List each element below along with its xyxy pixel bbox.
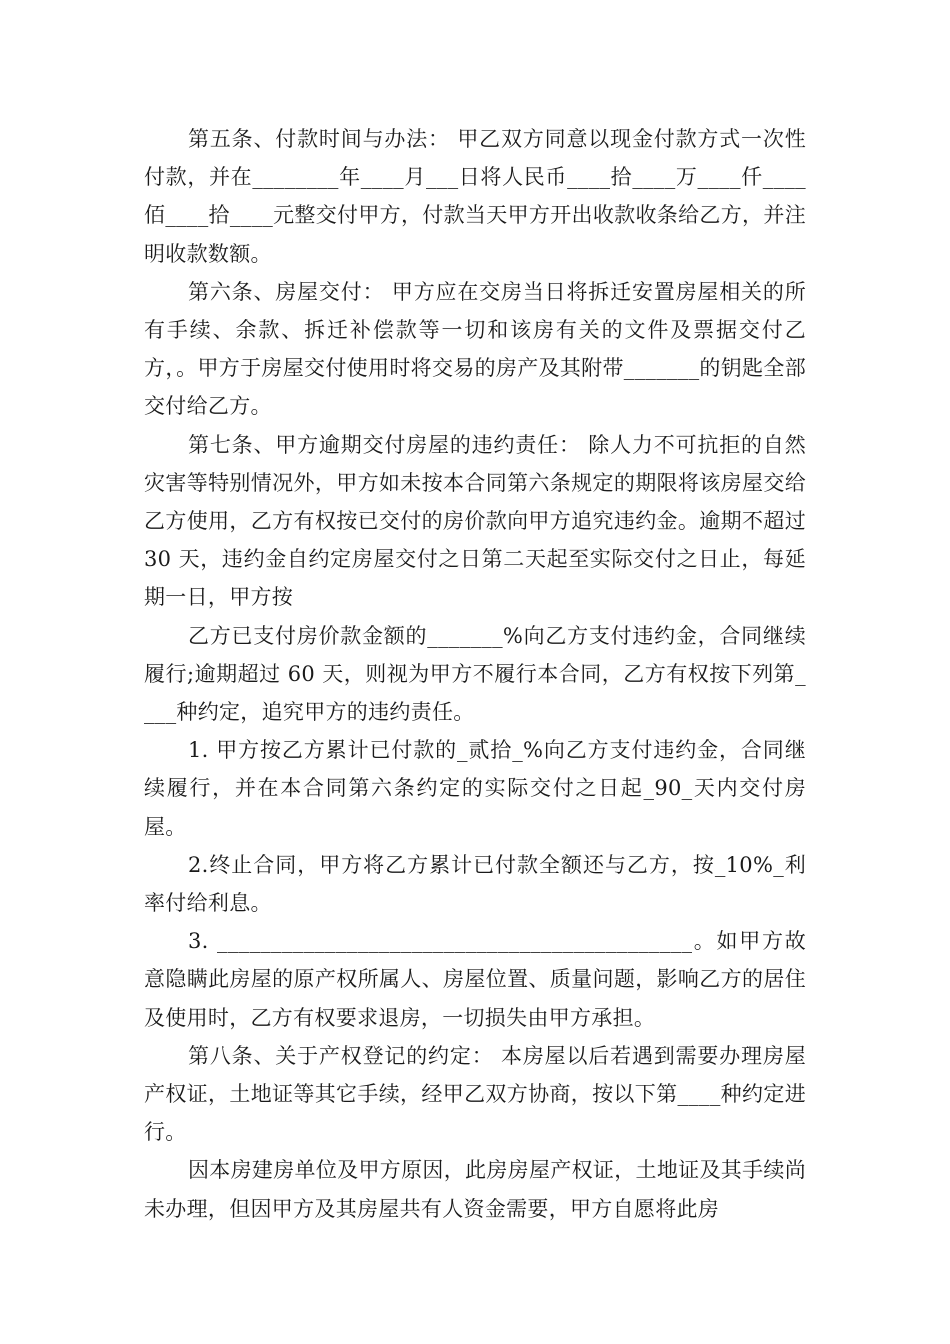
clause-7-penalty-continued: 乙方已支付房价款金额的_______%向乙方支付违约金，合同继续履行;逾期超过 60 天，则视为甲方不履行本合同，乙方有权按下列第____种约定，追究甲方的违约责任。 bbox=[144, 623, 806, 725]
clause-7-option-1: 1. 甲方按乙方累计已付款的_贰拾_%向乙方支付违约金，合同继续履行，并在本合同第六条约定的实际交付之日起_90_天内交付房屋。 bbox=[144, 738, 806, 839]
document-body bbox=[144, 120, 806, 1228]
clause-5-payment: 第五条、付款时间与办法： 甲乙双方同意以现金付款方式一次性付款，并在________年____月___日将人民币____拾____万____仟____佰____拾____元整交付甲方，付款当天甲方开出收款收条给乙方，并注明收款数额。 bbox=[144, 127, 806, 266]
clause-6-delivery: 第六条、房屋交付： 甲方应在交房当日将拆迁安置房屋相关的所有手续、余款、拆迁补偿款等一切和该房有关的文件及票据交付乙方，。甲方于房屋交付使用时将交易的房产及其附带_______的钥匙全部交付给乙方。 bbox=[144, 279, 806, 419]
clause-7-late-delivery: 第七条、甲方逾期交付房屋的违约责任： 除人力不可抗拒的自然灾害等特别情况外，甲方如未按本合同第六条规定的期限将该房屋交给乙方使用，乙方有权按已交付的房价款向甲方追究违约金。逾期不超过 30 天，违约金自约定房屋交付之日第二天起至实际交付之日止，每延期一日，甲方按 bbox=[144, 432, 806, 610]
clause-7-option-3: 3. ____________________________________________。如甲方故意隐瞒此房屋的原产权所属人、房屋位置、质量问题，影响乙方的居住及使用时，乙方有权要求退房，一切损失由甲方承担。 bbox=[144, 929, 806, 1030]
clause-7-option-2: 2.终止合同，甲方将乙方累计已付款全额还与乙方，按_10%_利率付给利息。 bbox=[144, 852, 806, 916]
clause-8-title-registration: 第八条、关于产权登记的约定： 本房屋以后若遇到需要办理房屋产权证，土地证等其它手续，经甲乙双方协商，按以下第____种约定进行。 bbox=[144, 1043, 806, 1145]
clause-8-continued: 因本房建房单位及甲方原因，此房房屋产权证，土地证及其手续尚未办理，但因甲方及其房屋共有人资金需要，甲方自愿将此房 bbox=[144, 1158, 806, 1221]
